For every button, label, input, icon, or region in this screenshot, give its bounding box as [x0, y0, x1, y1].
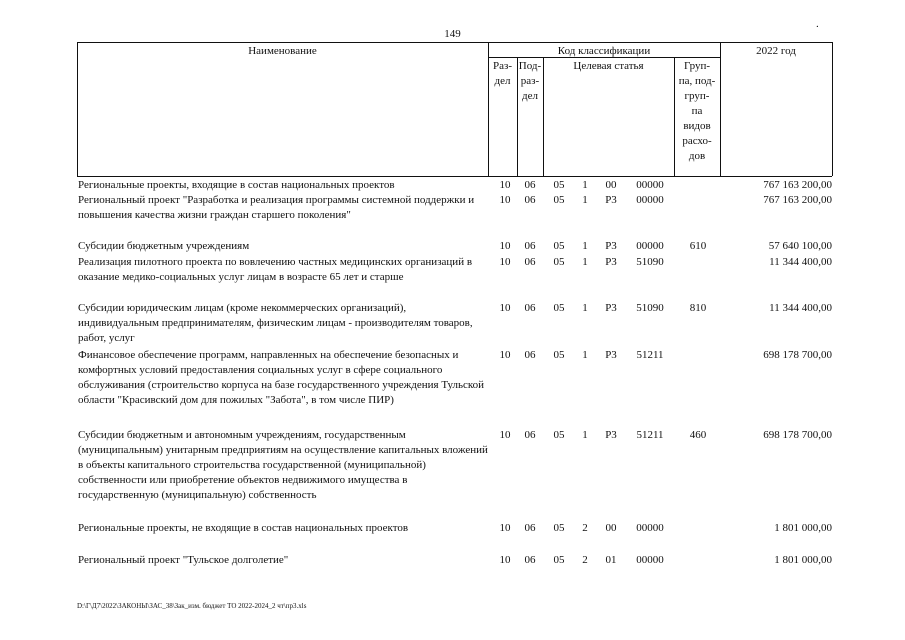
row-subprogram: 1	[582, 349, 588, 361]
row-podrazdel: 06	[524, 240, 536, 252]
row-project: Р3	[605, 302, 617, 314]
header-razdel: Раз- дел	[492, 60, 512, 87]
row-razdel: 10	[499, 522, 511, 534]
row-name: Субсидии бюджетным учреждениям	[78, 240, 250, 252]
row-program: 05	[553, 179, 565, 191]
row-program: 05	[553, 554, 565, 566]
row-razdel: 10	[499, 349, 511, 361]
row-direction: 00000	[636, 522, 664, 534]
row-program: 05	[553, 429, 565, 441]
page-number: 149	[444, 28, 461, 40]
row-subprogram: 2	[582, 522, 588, 534]
row-program: 05	[553, 349, 565, 361]
row-razdel: 10	[499, 194, 511, 206]
row-amount: 698 178 700,00	[763, 429, 832, 441]
header-target: Целевая статья	[573, 60, 644, 72]
row-vid: 610	[689, 240, 707, 252]
row-razdel: 10	[499, 554, 511, 566]
row-project: 00	[605, 179, 617, 191]
row-podrazdel: 06	[524, 302, 536, 314]
row-name: Реализация пилотного проекта по вовлечению частных медицинских организаций в оказание медико-социальных услуг лицам в возрасте 65 лет и старше	[78, 256, 473, 283]
row-direction: 00000	[636, 554, 664, 566]
row-podrazdel: 06	[524, 194, 536, 206]
corner-mark: .	[816, 18, 819, 30]
row-program: 05	[553, 194, 565, 206]
row-subprogram: 2	[582, 554, 588, 566]
footer-file-path: D:\Г\Д7\2022\ЗАКОНЫ\ЗАС_38\Зак_изм. бюджет ТО 2022-2024_2 чт\пр3.xls	[77, 602, 307, 610]
row-podrazdel: 06	[524, 349, 536, 361]
row-name: Субсидии бюджетным и автономным учреждениям, государственным (муниципальным) унитарным предприятиям на осуществление капитальных вложений в объекты капитального строительства государственной (муниципальной) собственности или приобретение объектов недвижимого имущества в государственную (муниципальную) собственность	[78, 429, 488, 501]
row-podrazdel: 06	[524, 179, 536, 191]
row-program: 05	[553, 302, 565, 314]
row-razdel: 10	[499, 179, 511, 191]
row-name: Региональный проект "Тульское долголетие"	[78, 554, 289, 566]
header-year: 2022 год	[756, 45, 796, 57]
row-subprogram: 1	[582, 240, 588, 252]
row-amount: 1 801 000,00	[774, 554, 832, 566]
row-vid: 460	[689, 429, 707, 441]
row-amount: 698 178 700,00	[763, 349, 832, 361]
row-subprogram: 1	[582, 302, 588, 314]
row-project: Р3	[605, 194, 617, 206]
row-name: Субсидии юридическим лицам (кроме некоммерческих организаций), индивидуальным предпринимателям, физическим лицам - производителям товаров, работ, услуг	[78, 302, 473, 344]
row-razdel: 10	[499, 302, 511, 314]
row-subprogram: 1	[582, 256, 588, 268]
header-classification: Код классификации	[557, 45, 651, 57]
row-amount: 767 163 200,00	[763, 194, 832, 206]
row-project: Р3	[605, 349, 617, 361]
row-amount: 11 344 400,00	[769, 256, 832, 268]
row-program: 05	[553, 256, 565, 268]
row-subprogram: 1	[582, 429, 588, 441]
row-razdel: 10	[499, 240, 511, 252]
row-direction: 00000	[636, 240, 664, 252]
row-podrazdel: 06	[524, 429, 536, 441]
row-subprogram: 1	[582, 179, 588, 191]
row-name: Региональный проект "Разработка и реализация программы системной поддержки и повышения качества жизни граждан старшего поколения"	[78, 194, 475, 221]
row-project: Р3	[605, 240, 617, 252]
row-project: 01	[605, 554, 617, 566]
row-direction: 51090	[636, 256, 664, 268]
row-amount: 767 163 200,00	[763, 179, 832, 191]
row-name: Финансовое обеспечение программ, направленных на обеспечение безопасных и комфортных условий предоставления социальных услуг в сфере социального обслуживания (строительство корпуса на базе государственного учреждения Тульской области "Красивский дом для пожилых "Забота", в том числе ПИР)	[78, 349, 485, 406]
row-direction: 51090	[636, 302, 664, 314]
row-podrazdel: 06	[524, 554, 536, 566]
row-direction: 00000	[636, 179, 664, 191]
row-direction: 00000	[636, 194, 664, 206]
row-name: Региональные проекты, не входящие в состав национальных проектов	[78, 522, 409, 534]
row-project: Р3	[605, 256, 617, 268]
row-amount: 11 344 400,00	[769, 302, 832, 314]
row-amount: 1 801 000,00	[774, 522, 832, 534]
row-program: 05	[553, 240, 565, 252]
row-amount: 57 640 100,00	[768, 240, 832, 252]
row-subprogram: 1	[582, 194, 588, 206]
header-vid: Груп- па, под- груп- па видов расхо- дов	[678, 60, 716, 162]
row-project: Р3	[605, 429, 617, 441]
row-direction: 51211	[636, 429, 664, 441]
row-razdel: 10	[499, 256, 511, 268]
row-direction: 51211	[636, 349, 664, 361]
row-program: 05	[553, 522, 565, 534]
row-podrazdel: 06	[524, 522, 536, 534]
row-vid: 810	[689, 302, 707, 314]
row-razdel: 10	[499, 429, 511, 441]
header-podrazdel: Под- раз- дел	[518, 60, 542, 102]
header-name: Наименование	[248, 45, 317, 57]
row-project: 00	[605, 522, 617, 534]
row-name: Региональные проекты, входящие в состав национальных проектов	[78, 179, 395, 191]
row-podrazdel: 06	[524, 256, 536, 268]
